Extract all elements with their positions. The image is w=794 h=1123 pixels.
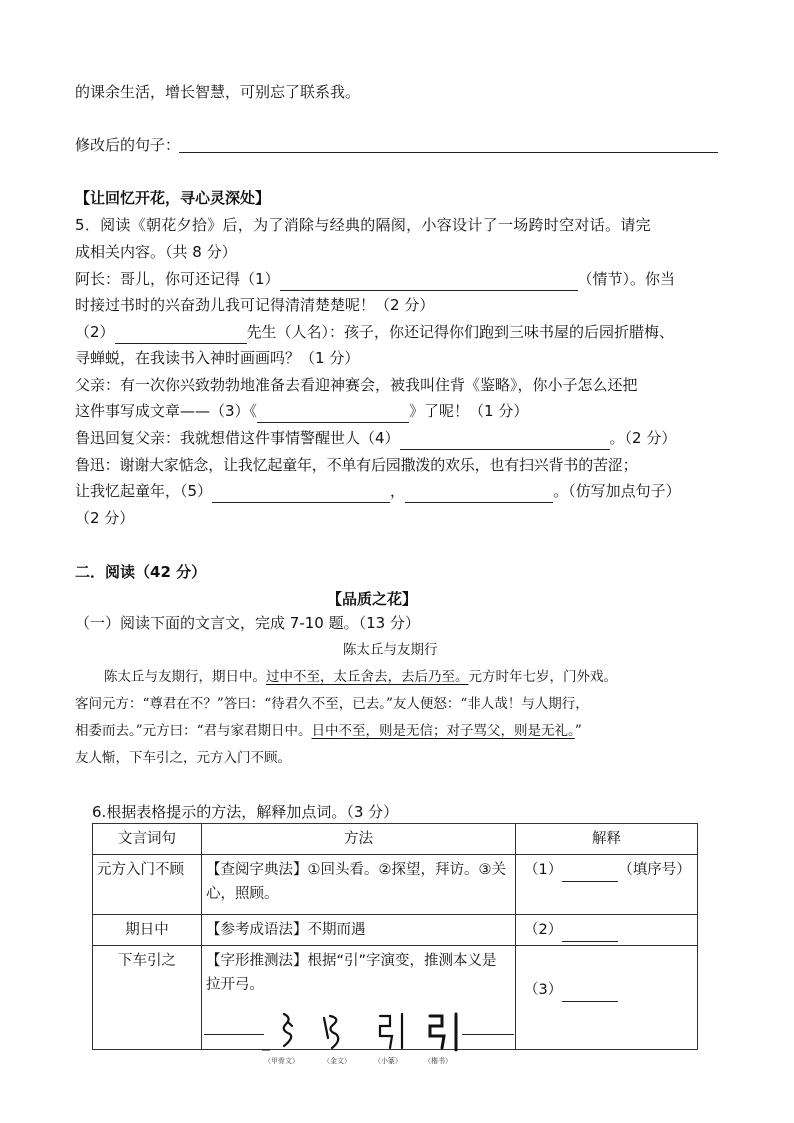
q5-line-2: 成相关内容。（共 8 分） [75, 243, 237, 261]
passage-line-4: 友人惭，下车引之，元方入门不顾。 [75, 750, 291, 766]
row1-method [202, 855, 516, 915]
blank-5a[interactable] [212, 484, 390, 503]
row2-method-tag: 【参考成语法】 [206, 922, 308, 938]
row1-answer-blank[interactable] [562, 863, 618, 882]
row1-answer [516, 855, 698, 915]
quality-sub-heading: 【品质之花】 [327, 590, 418, 608]
row3-method-tag: 【字形推测法】 [206, 953, 308, 969]
teacher-text-a: （2） [75, 323, 115, 341]
blank-2[interactable] [115, 325, 247, 344]
q4-revised-label [75, 133, 180, 157]
row1-method-tag: 【查阅字典法】 [206, 862, 308, 878]
row1-phrase: 元方入门不顾 [93, 855, 202, 915]
caption-oracle-bone: （甲骨文） [264, 1057, 299, 1065]
table-header-row [93, 824, 698, 855]
p3-text-a: 相委而去。”元方曰：“君与家君期日中。 [75, 723, 312, 739]
p1-text-a: 陈太丘与友期行，期日中。 [104, 669, 266, 685]
row3-answer [516, 946, 698, 1050]
revised-label-text: 修改后的句子： [75, 136, 181, 154]
blank-1[interactable] [280, 272, 578, 291]
luxun-reply-line [75, 426, 676, 450]
p1-text-c: 元方时年七岁，门外戏。 [468, 669, 617, 685]
row3-phrase: 下车引之 [93, 946, 202, 1050]
bronze-glyph [330, 1016, 338, 1048]
row3-answer-blank[interactable] [562, 983, 618, 1002]
row2-answer [516, 915, 698, 946]
ah-chang-text-a: 阿长：哥儿，你可还记得（1） [75, 270, 280, 288]
father-text-b: 》了呢！（1 分） [409, 402, 529, 420]
p1-underlined: 过中不至，太丘舍去，去后乃至。 [266, 669, 469, 685]
p3-underlined: 日中不至，则是无信；对子骂父，则是无礼。 [311, 723, 575, 739]
row2-method-text: 不期而遇 [307, 922, 366, 938]
teacher-line-1 [75, 320, 674, 344]
q4-tail-text: 的课余生活，增长智慧，可别忘了联系我。 [75, 83, 361, 101]
header-answer: 解释 [516, 824, 698, 855]
luxun-line-3: （2 分） [75, 509, 135, 527]
row3-answer-prefix: （3） [524, 982, 563, 998]
q5-line-1: 5．阅读《朝花夕拾》后，为了消除与经典的隔阂，小容设计了一场跨时空对话。请完 [75, 216, 651, 234]
caption-regular: （楷书） [424, 1057, 452, 1065]
caption-bronze: （金文） [323, 1057, 351, 1065]
ah-chang-line-1 [75, 267, 675, 291]
ah-chang-text-b: （情节）。你当 [577, 270, 676, 288]
glyph-underline-left [204, 1034, 264, 1035]
reply-text-a: 鲁迅回复父亲：我就想借这件事情警醒世人（4） [75, 429, 400, 447]
reading-section-heading: 二．阅读（42 分） [75, 563, 207, 581]
header-method: 方法 [202, 824, 516, 855]
seal-glyph [380, 1016, 392, 1048]
glyph-underline-right [462, 1034, 514, 1035]
passage-line-2: 客问元方：“尊君在不？”答曰：“待君久不至，已去。”友人便怒：“非人哉！与人期行， [75, 696, 589, 712]
luxun-comma: ， [390, 482, 406, 500]
father-line-1: 父亲：有一次你兴致勃勃地准备去看迎神赛会，被我叫住背《鉴略》，你小子怎么还把 [75, 376, 638, 394]
father-text-a: 这件事写成文章——（3）《 [75, 402, 258, 420]
passage-title: 陈太丘与友期行 [343, 642, 438, 658]
row3-method-text: 根据“引”字演变，推测本义是拉开弓。 [206, 953, 497, 993]
table-row [93, 855, 698, 915]
row2-method [202, 915, 516, 946]
blank-4[interactable] [400, 431, 610, 450]
row2-answer-blank[interactable] [562, 923, 618, 942]
passage-line-3 [75, 719, 582, 743]
row1-answer-suffix: （填序号） [618, 862, 691, 878]
luxun-line-1: 鲁迅：谢谢大家惦念，让我忆起童年，不单有后园撒泼的欢乐，也有扫兴背书的苦涩； [75, 456, 638, 474]
table-row [93, 915, 698, 946]
luxun-text-a: 让我忆起童年，（5） [75, 482, 213, 500]
memory-section-heading: 【让回忆开花，寻心灵深处】 [75, 189, 271, 207]
p3-text-c: ” [574, 723, 582, 739]
yin-glyphs-image [262, 1008, 472, 1052]
header-phrase: 文言词句 [93, 824, 202, 855]
revised-sentence-blank[interactable] [179, 152, 718, 153]
father-line-2 [75, 399, 528, 423]
luxun-text-c: 。（仿写加点句子） [553, 482, 681, 500]
regular-glyph [430, 1016, 444, 1048]
row1-method-text: ①回头看。②探望，拜访。③关心，照顾。 [206, 862, 506, 902]
ah-chang-line-2: 时接过书时的兴奋劲儿我可记得清清楚楚呢！（2 分） [75, 296, 435, 314]
blank-3[interactable] [257, 404, 409, 423]
oracle-bone-glyph [284, 1014, 291, 1046]
row1-answer-prefix: （1） [524, 862, 563, 878]
row2-phrase: 期日中 [93, 915, 202, 946]
passage-line-1 [104, 665, 617, 689]
reply-text-b: 。（2 分） [609, 429, 677, 447]
blank-5b[interactable] [405, 484, 553, 503]
q6-prompt: 6.根据表格提示的方法，解释加点词。（3 分） [92, 803, 399, 821]
luxun-line-2 [75, 479, 681, 503]
caption-small-seal: （小篆） [374, 1057, 402, 1065]
part1-instructions: （一）阅读下面的文言文，完成 7-10 题。（13 分） [75, 614, 420, 632]
row2-answer-prefix: （2） [524, 922, 563, 938]
teacher-text-b: 先生（人名）：孩子，你还记得你们跑到三味书屋的后园折腊梅、 [246, 323, 675, 341]
teacher-line-2: 寻蝉蜕，在我读书入神时画画吗？（1 分） [75, 349, 360, 367]
